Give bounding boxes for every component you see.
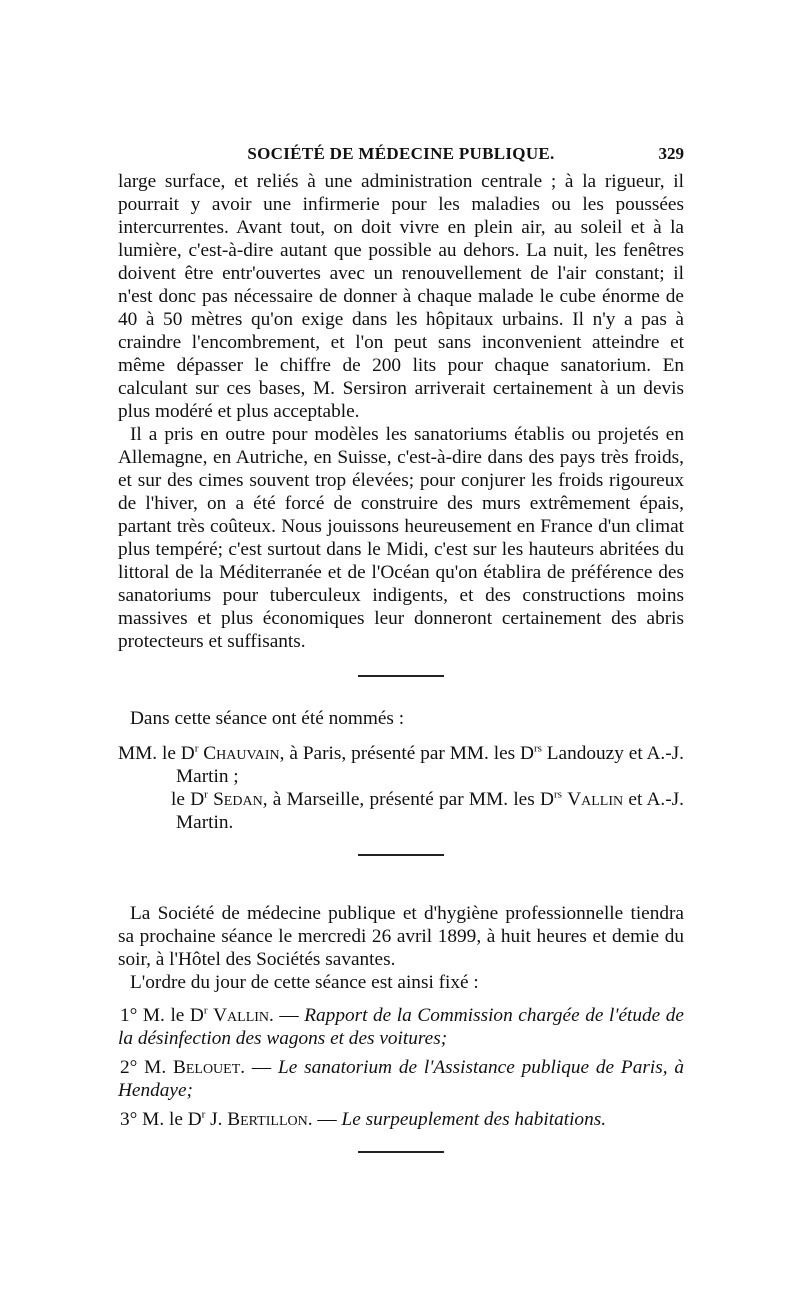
nomination-item: le $D^r$ Sedan, à Marseille, présenté par MM. les $D^{rs}$ Vallin et A.-J. Martin. — [171, 788, 685, 833]
agenda-intro: L'ordre du jour de cette séance est ainsi fixé : — [130, 972, 479, 993]
agenda-list — [118, 1004, 684, 1131]
nominations-intro: Dans cette séance ont été nommés : — [130, 708, 405, 729]
nomination-item: MM. le $D^r$ Chauvain, à Paris, présenté par MM. les $D^{rs}$ Landouzy et A.-J. Martin ; — [118, 742, 684, 787]
agenda-item: 3° M. le $D^r$ J. Bertillon. — Le surpeuplement des habitations. — [120, 1108, 607, 1130]
agenda-item: 1° M. le $D^r$ Vallin. — Rapport de la Commission chargée de l'étude de la désinfection des wagons et des voitures; — [118, 1004, 684, 1049]
section-rule — [358, 854, 444, 856]
sponsor-name: Vallin — [567, 789, 624, 810]
paragraph-2: Il a pris en outre pour modèles les sanatoriums établis ou projetés en Allemagne, en Autriche, en Suisse, c'est-à-dire dans des pays très froids, et sur des cimes souvent trop élevées; pour conjurer les froids rigoureux de l'hiver, on a été forcé de construire des murs extrêmement épais, partant très coûteux. Nous jouissons heureusement en France d'un climat plus tempéré; c'est surtout dans le Midi, c'est sur les hauteurs abritées du littoral de la Méditerranée et de l'Océan qu'on établira de préférence des sanatoriums pour tuberculeux indigents, et des constructions moins massives et plus économiques leur donneront certainement des abris protecteurs et suffisants. — [118, 424, 684, 652]
member-name: Sedan — [213, 789, 263, 810]
section-rule — [358, 675, 444, 677]
page — [118, 140, 684, 1153]
paragraph-1: large surface, et reliés à une administration centrale ; à la rigueur, il pourrait y avoir une infirmerie pour les maladies ou les poussées intercurrentes. Avant tout, on doit vivre en plein air, au soleil et à la lumière, c'est-à-dire autant que possible au dehors. La nuit, les fenêtres doivent être entr'ouvertes avec un renouvellement de l'air constant; il n'est donc pas nécessaire de donner à chaque malade le cube énorme de 40 à 50 mètres qu'on exige dans les hôpitaux urbains. Il n'y a pas à craindre l'encombrement, et l'on peut sans inconvenient atteindre et même dépasser le chiffre de 200 lits pour chaque sanatorium. En calculant sur ces bases, M. Sersiron arriverait certainement à un devis plus modéré et plus acceptable. — [118, 171, 684, 422]
running-head — [118, 140, 684, 170]
nominations-list — [118, 742, 684, 834]
next-meeting-text: La Société de médecine publique et d'hygiène professionnelle tiendra sa prochaine séance le mercredi 26 avril 1899, à huit heures et demie du soir, à l'Hôtel des Sociétés savantes. — [118, 903, 684, 970]
running-title: SOCIÉTÉ DE MÉDECINE PUBLIQUE. — [247, 144, 555, 163]
agenda-item: 2° M. Belouet. — Le sanatorium de l'Assistance publique de Paris, à Hendaye; — [118, 1057, 684, 1101]
member-name: Chauvain — [203, 743, 280, 764]
section-rule — [358, 1151, 444, 1153]
page-number: 329 — [658, 144, 684, 163]
